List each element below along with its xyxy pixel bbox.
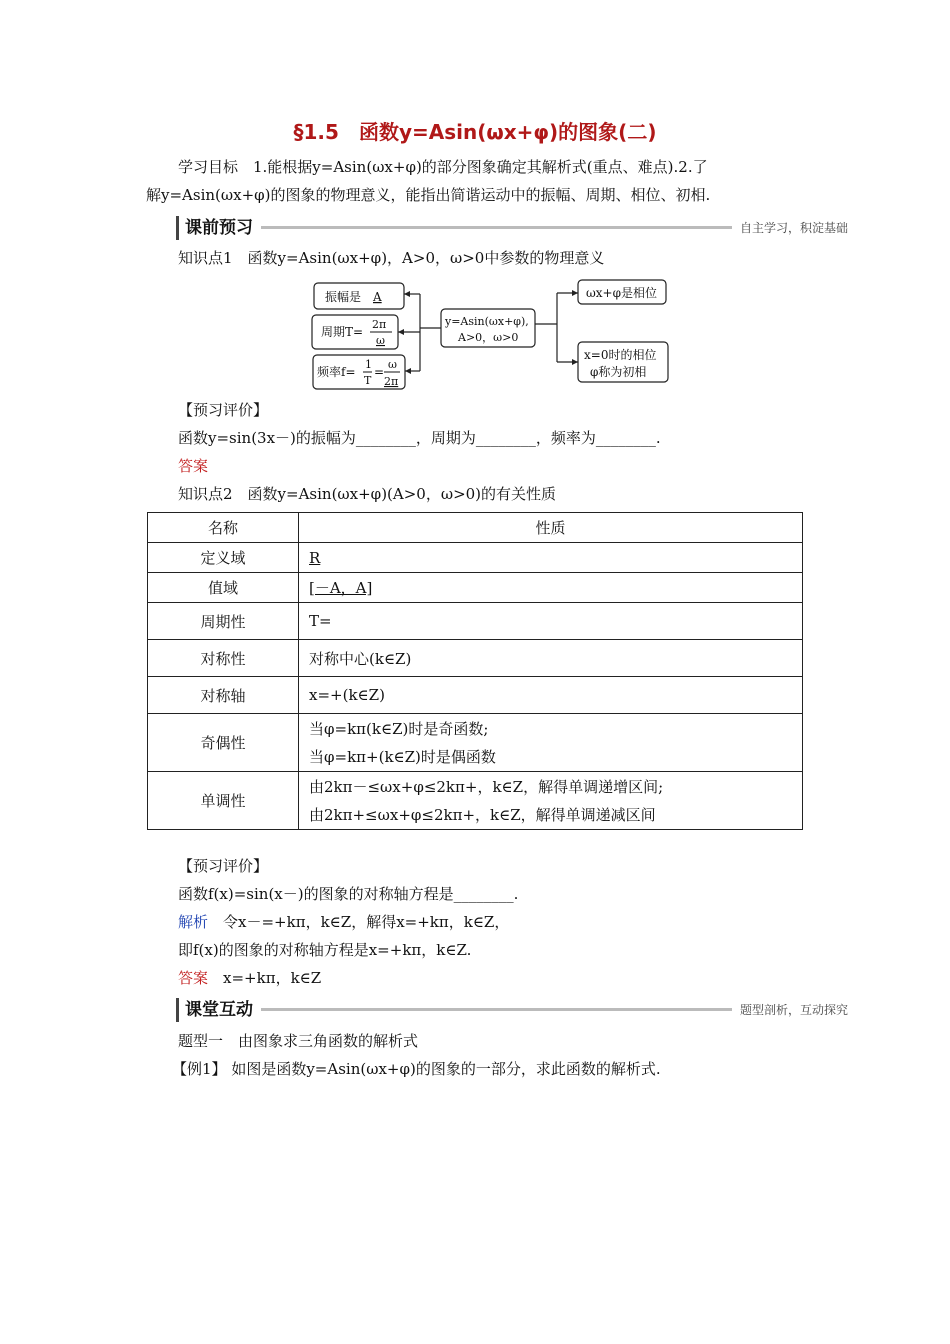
table-row: [148, 573, 803, 603]
analysis: [178, 912, 509, 932]
section-banner-classroom: [176, 998, 848, 1022]
table-row: [148, 603, 803, 640]
preview-eval-heading: 【预习评价】: [178, 401, 269, 419]
analysis-label: 解析: [178, 913, 209, 931]
row-name: 对称轴: [148, 677, 299, 714]
svg-text:=: =: [374, 365, 385, 379]
parameter-diagram: [308, 276, 673, 394]
row-name: 值域: [148, 573, 299, 603]
example-text: 如图是函数y=Asin(ωx+φ)的图象的一部分，求此函数的解析式.: [231, 1060, 661, 1078]
frequency-denominator-2: 2π: [384, 375, 399, 388]
frequency-label: 频率f=: [317, 365, 356, 379]
phase-label: ωx+φ是相位: [586, 286, 658, 300]
period-numerator: 2π: [372, 318, 387, 331]
table-header-property: 性质: [299, 513, 803, 543]
analysis-text: 令x－=+kπ，k∈Z，解得x=+kπ，k∈Z，: [223, 913, 510, 931]
answer: [178, 968, 321, 988]
section-label: 课堂互动: [176, 998, 261, 1022]
properties-table: [147, 512, 803, 830]
period-denominator: ω: [376, 334, 385, 347]
row-value-line2: 当φ=kπ+(k∈Z)时是偶函数: [309, 747, 496, 766]
section-banner-preview: [176, 216, 848, 240]
row-value-line1: 当φ=kπ(k∈Z)时是奇函数;: [309, 719, 489, 738]
amplitude-label: 振幅是: [325, 290, 362, 304]
row-value: [299, 573, 803, 603]
row-value-line1: 由2kπ－≤ωx+φ≤2kπ+，k∈Z，解得单调递增区间;: [309, 777, 664, 796]
row-value-line2: 由2kπ+≤ωx+φ≤2kπ+，k∈Z，解得单调递减区间: [309, 805, 656, 824]
frequency-numerator-1: 1: [365, 358, 372, 371]
frequency-numerator-2: ω: [388, 358, 397, 371]
initial-phase-line1: x=0时的相位: [584, 348, 657, 362]
knowledge-point-1: 知识点1 函数y=Asin(ωx+φ)，A>0，ω>0中参数的物理意义: [178, 249, 605, 267]
row-value: 对称中心(k∈Z): [299, 640, 803, 677]
row-name: 周期性: [148, 603, 299, 640]
initial-phase-line2: φ称为初相: [590, 365, 647, 379]
table-row: [148, 772, 803, 830]
table-header-row: [148, 513, 803, 543]
row-name: 定义域: [148, 543, 299, 573]
question-type-1: 题型一 由图象求三角函数的解析式: [178, 1032, 419, 1050]
answer-label: 答案: [178, 969, 209, 987]
preview-eval-question: 函数f(x)=sin(x－)的图象的对称轴方程是________.: [178, 885, 519, 903]
row-value: [299, 772, 803, 830]
preview-eval-heading: 【预习评价】: [178, 857, 269, 875]
row-value: [299, 543, 803, 573]
section-tag: 题型剖析，互动探究: [732, 998, 848, 1022]
page-title: §1.5 函数y=Asin(ωx+φ)的图象(二): [293, 120, 657, 144]
center-formula: y=Asin(ωx+φ),: [445, 315, 529, 328]
row-name: 对称性: [148, 640, 299, 677]
table-row: [148, 640, 803, 677]
analysis-line2: 即f(x)的图象的对称轴方程是x=+kπ，k∈Z.: [178, 941, 472, 959]
period-label: 周期T=: [321, 325, 364, 339]
table-header-name: 名称: [148, 513, 299, 543]
learning-objectives-line2: 解y=Asin(ωx+φ)的图象的物理意义，能指出简谐运动中的振幅、周期、相位、初相.: [146, 186, 711, 204]
row-value: [299, 714, 803, 772]
answer-text: x=+kπ，k∈Z: [223, 969, 322, 987]
row-name: 单调性: [148, 772, 299, 830]
table-row: [148, 677, 803, 714]
knowledge-point-2: 知识点2 函数y=Asin(ωx+φ)(A>0，ω>0)的有关性质: [178, 485, 557, 503]
learning-objectives-line1: 学习目标 1.能根据y=Asin(ωx+φ)的部分图象确定其解析式(重点、难点).2.了: [178, 158, 708, 176]
range-value: [－A，A]: [309, 579, 373, 597]
row-name: 奇偶性: [148, 714, 299, 772]
section-label: 课前预习: [176, 216, 261, 240]
amplitude-value: A: [373, 290, 382, 304]
answer-label: 答案: [178, 457, 209, 475]
example-1: [172, 1059, 661, 1079]
example-label: 【例1】: [172, 1060, 227, 1078]
center-conditions: A>0，ω>0: [458, 331, 519, 344]
section-tag: 自主学习，积淀基础: [732, 216, 848, 240]
preview-eval-question: 函数y=sin(3x－)的振幅为________，周期为________，频率为________.: [178, 429, 661, 447]
frequency-denominator-1: T: [364, 374, 372, 387]
row-value: x=+(k∈Z): [299, 677, 803, 714]
domain-value: R: [309, 548, 321, 567]
table-row: [148, 543, 803, 573]
row-value: T=: [299, 603, 803, 640]
table-row: [148, 714, 803, 772]
